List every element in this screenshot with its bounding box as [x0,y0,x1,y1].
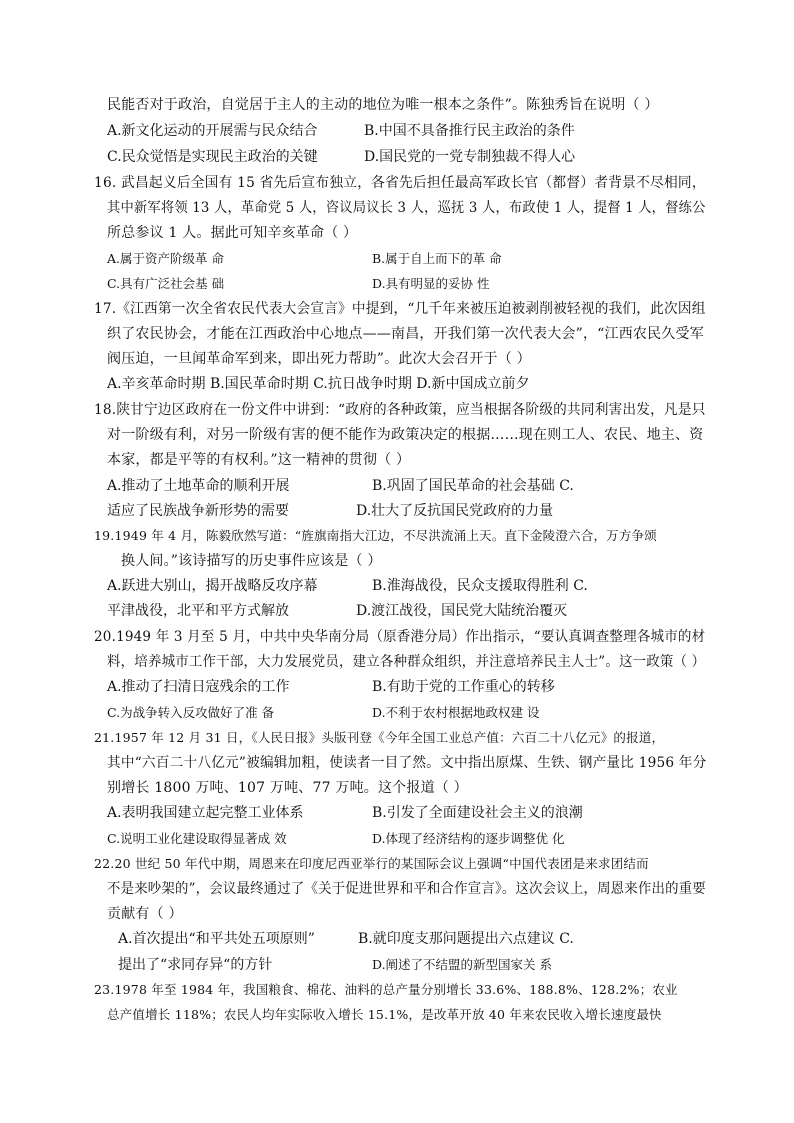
q17-line-2: 织了农民协会，才能在江西政治中心地点——南昌，开我们第一次代表大会”，“江西农民久受军 [107,326,704,342]
q21-option-c: C.说明工业化建设取得显著成 效 [107,831,287,846]
q22-option-c: 提出了“求同存异“的方针 [118,957,273,973]
q15-option-d: D.国民党的一党专制独裁不得人心 [364,149,576,165]
q21-option-a: A.表明我国建立起完整工业体系 [107,805,304,821]
q17-options: A.辛亥革命时期 B.国民革命时期 C.抗日战争时期 D.新中国成立前夕 [107,376,530,392]
q21-option-d: D.体现了经济结构的逐步调整优 化 [372,831,565,846]
q21-line-2: 其中“六百二十八亿元”被编辑加粗，使读者一目了然。文中指出原煤、生铁、钢产量比 1956 年分 [107,755,707,771]
q16-option-b: B.属于自上而下的革 命 [372,251,502,266]
q19-option-d: D.渡江战役，国民党大陆统治覆灭 [356,603,568,619]
q23-line-1: 23.1978 年至 1984 年，我国粮食、棉花、油料的总产量分别增长 33.6%、188.8%、128.2%；农业 [94,982,678,997]
q21-line-1: 21.1957 年 12 月 31 日，《人民日报》头版刊登《今年全国工业总产值：六百二十八亿元》的报道， [94,730,665,745]
q18-line-1: 18.陕甘宁边区政府在一份文件中讲到：“政府的各种政策，应当根据各阶级的共同利害出发，凡是只 [94,402,706,418]
q17-line-1: 17.《江西第一次全省农民代表大会宣言》中提到，“几千年来被压迫被剥削被轻视的我们，此次因组 [94,301,706,317]
q18-line-3: 本家，都是平等的有权利。”这一精神的贯彻（ ） [107,452,411,468]
q18-option-b: B.巩固了国民革命的社会基础 C. [372,478,574,494]
q18-option-d: D.壮大了反抗国民党政府的力量 [356,503,554,519]
q20-option-d: D.不利于农村根据地政权建 设 [372,705,540,720]
q18-option-a: A.推动了土地革命的顺利开展 [107,478,290,494]
q20-line-1: 20.1949 年 3 月至 5 月，中共中央华南分局（原香港分局）作出指示，“要认真调查整理各城市的材 [94,629,706,645]
q22-option-a: A.首次提出“和平共处五项原则” [118,931,315,947]
q19-line-2: 换人间。”该诗描写的历史事件应该是（ ） [121,553,382,569]
q15-option-a: A.新文化运动的开展需与民众结合 [107,123,318,139]
q18-line-2: 对一阶级有利，对另一阶级有害的便不能作为政策决定的根据……现在则工人、农民、地主、资 [107,427,704,443]
q23-line-2: 总产值增长 118%；农民人均年实际收入增长 15.1%，是改革开放 40 年来农民收入增长速度最快 [107,1007,662,1022]
q19-option-b: B.淮海战役，民众支援取得胜利 C. [372,578,588,594]
q16-option-c: C.具有广泛社会基 础 [107,276,225,291]
q20-line-2: 料，培养城市工作干部，大力发展党员，建立各种群众组织，并注意培养民主人士”。这一政策（ ） [107,654,706,670]
q16-line-1: 16. 武昌起义后全国有 15 省先后宣布独立，各省先后担任最高军政长官（都督）者背景不尽相同， [94,175,706,191]
q15-option-c: C.民众觉悟是实现民主政治的关键 [107,149,318,165]
q17-line-3: 阀压迫，一旦闻革命军到来，即出死力帮助”。此次大会召开于（ ） [107,351,531,367]
q22-line-3: 贡献有（ ） [107,906,183,922]
q22-line-2: 不是来吵架的”，会议最终通过了《关于促进世界和平和合作宣言》。这次会议上，周恩来作出的重要 [107,881,706,897]
q20-option-b: B.有助于党的工作重心的转移 [372,679,555,695]
q16-line-2: 其中新军将领 13 人，革命党 5 人，咨议局议长 3 人，巡抚 3 人，布政使 1 人，提督 1 人，督练公 [107,200,706,216]
q19-option-c: 平津战役，北平和平方式解放 [107,603,289,619]
q18-option-c: 适应了民族战争新形势的需要 [107,503,289,519]
q21-option-b: B.引发了全面建设社会主义的浪潮 [372,805,583,821]
q22-option-b: B.就印度支那问题提出六点建议 C. [358,931,574,947]
q19-line-1: 19.1949 年 4 月，陈毅欣然写道：“旌旗南指大江边，不尽洪流涌上天。直下金陵澄六合，万方争颂 [94,528,657,543]
q20-option-a: A.推动了扫清日寇残余的工作 [107,679,290,695]
q19-option-a: A.跃进大别山，揭开战略反攻序幕 [107,578,318,594]
q16-option-d: D.具有明显的妥协 性 [372,276,490,291]
q15-line-1: 民能否对于政治，自觉居于主人的主动的地位为唯一根本之条件”。陈独秀旨在说明（ ） [107,97,659,113]
q22-line-1: 22.20 世纪 50 年代中期，周恩来在印度尼西亚举行的某国际会议上强调“中国代表团是来求团结而 [94,856,649,871]
q16-line-3: 所总参议 1 人。据此可知辛亥革命（ ） [107,225,358,241]
q22-option-d: D.阐述了不结盟的新型国家关 系 [372,957,553,972]
q20-option-c: C.为战争转入反攻做好了准 备 [107,705,275,720]
q16-option-a: A.属于资产阶级革 命 [107,251,224,266]
q15-option-b: B.中国不具备推行民主政治的条件 [364,123,575,139]
q21-line-3: 别增长 1800 万吨、107 万吨、77 万吨。这个报道（ ） [107,780,468,796]
